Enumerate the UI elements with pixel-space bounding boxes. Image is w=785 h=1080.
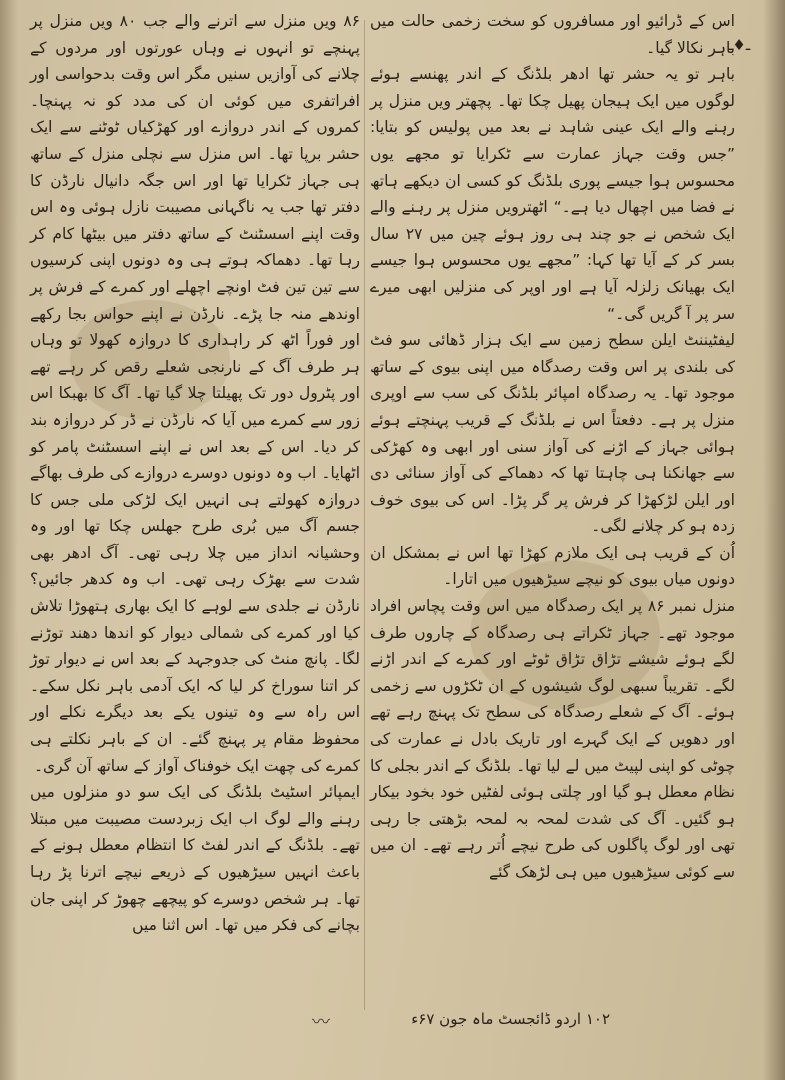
paragraph: ایمپائر اسٹیٹ بلڈنگ کی ایک سو دو منزلوں میں رہنے والے لوگ اب ایک زبردست مصیبت میں مبتلا تھے۔ بلڈنگ کے اندر لفٹ کا انتظام معطل ہونے کے باعث انہیں سیڑھیوں کے ذریعے نیچے اترنا پڑ رہا تھا۔ ہر شخص دوسرے کو پیچھے چھوڑ کر اپنی جان بچانے کی فکر میں تھا۔ اس اثنا میں [30, 783, 360, 935]
right-text-column [370, 8, 735, 886]
paragraph: اُن کے قریب ہی ایک ملازم کھڑا تھا اس نے بمشکل ان دونوں میاں بیوی کو نیچے سیڑھیوں میں اتارا۔ [370, 543, 735, 589]
column-divider [364, 20, 365, 1010]
margin-mark: ـ♦ـ [728, 36, 751, 54]
page-edge-shadow-right [763, 0, 785, 1080]
page-edge-shadow-left [0, 0, 18, 1080]
left-text-column [30, 8, 360, 939]
paragraph: ۸۶ ویں منزل سے اترنے والے جب ۸۰ ویں منزل پر پہنچے تو انہوں نے وہاں عورتوں اور مردوں کے چلانے کی آوازیں سنیں مگر اس وقت بدحواسی اور افراتفری میں کوئی ان کی مدد کو نہ پہنچا۔ کمروں کے اندر دروازے اور کھڑکیاں ٹوٹنے سے ایک حشر برپا تھا۔ اس منزل سے نچلی منزل کے ساتھ ہی جہاز ٹکرایا تھا اور اس جگہ دانیال نارڈن کا دفتر تھا جب یہ ناگہانی مصیبت نازل ہوئی وہ اس وقت اپنے اسسٹنٹ کے ساتھ دفتر میں بیٹھا کام کر رہا تھا۔ دھماکہ ہوتے ہی وہ دونوں اپنی کرسیوں سے تین تین فٹ اونچے اچھلے اور کمرے کے فرش پر اوندھے منہ جا پڑے۔ نارڈن نے اپنے حواس بجا رکھے اور فوراً اٹھ کر راہداری کا دروازہ کھولا تو وہاں ہر طرف آگ کے نارنجی شعلے رقص کر رہے تھے اور پٹرول دور تک پھیلتا چلا گیا تھا۔ آگ کا بھبکا اس زور سے کمرے میں آیا کہ نارڈن نے ڈر کر دروازہ بند کر دیا۔ اس کے بعد اس نے اپنے اسسٹنٹ پامر کو اٹھایا۔ اب وہ دونوں دوسرے دروازے کی طرف بھاگے دروازہ کھولتے ہی انہیں ایک لڑکی ملی جس کا جسم آگ میں بُری طرح جھلس چکا تھا اور وہ وحشیانہ انداز میں چلا رہی تھی۔ آگ ادھر بھی شدت سے بھڑک رہی تھی۔ اب وہ کدھر جائیں؟ نارڈن نے جلدی سے لوہے کا ایک بھاری ہتھوڑا تلاش کیا اور کمرے کی شمالی دیوار کو اندھا دھند توڑنے لگا۔ پانچ منٹ کی جدوجہد کے بعد اس نے دیوار توڑ کر اتنا سوراخ کر لیا کہ ایک آدمی باہر نکل سکے۔ اس راہ سے وہ تینوں یکے بعد دیگرے نکلے اور محفوظ مقام پر پہنچ گئے۔ ان کے باہر نکلتے ہی کمرے کی چھت ایک خوفناک آواز کے ساتھ آن گری۔ [30, 12, 360, 775]
page-footer: ۱۰۲ اردو ڈائجسٹ ماہ جون ۶۷ء [411, 1010, 610, 1028]
paragraph: باہر تو یہ حشر تھا ادھر بلڈنگ کے اندر پھنسے ہوئے لوگوں میں ایک ہیجان پھیل چکا تھا۔ پچھتر ویں منزل پر رہنے والے ایک عینی شاہد نے بعد میں پولیس کو بتایا: ”جس وقت جہاز عمارت سے ٹکرایا تو مجھے یوں محسوس ہوا جیسے پوری بلڈنگ کو کسی ان دیکھے ہاتھ نے فضا میں اچھال دیا ہے۔“ اٹھترویں منزل پر رہنے والے ایک شخص نے جو چند ہی روز ہوئے چین میں ۲۷ سال بسر کر کے آیا تھا کہا: ”مجھے یوں محسوس ہوا جیسے ایک بھیانک زلزلہ آیا ہے اور اوپر کی منزلیں ابھی میرے سر پر آ گریں گی۔“ [370, 65, 735, 323]
paragraph: اس کے ڈرائیو اور مسافروں کو سخت زخمی حالت میں باہر نکالا گیا۔ [370, 12, 735, 57]
paragraph: لیفٹیننٹ ایلن سطح زمین سے ایک ہزار ڈھائی سو فٹ کی بلندی پر اس وقت رصدگاہ میں اپنی بیوی کے ساتھ موجود تھا۔ یہ رصدگاہ امپائر بلڈنگ کی سب سے اوپری منزل پر ہے۔ دفعتاً اس نے بلڈنگ کے قریب پہنچتے ہوئے ہوائی جہاز کے اڑنے کی آواز سنی اور ابھی وہ کھڑکی سے جھانکنا ہی چاہتا تھا کہ دھماکے کی آواز سنائی دی اور ایلن لڑکھڑا کر فرش پر گر پڑا۔ اس کی بیوی خوف زدہ ہو کر چلانے لگی۔ [370, 331, 735, 536]
paragraph: منزل نمبر ۸۶ پر ایک رصدگاہ میں اس وقت پچاس افراد موجود تھے۔ جہاز ٹکراتے ہی رصدگاہ کے چاروں طرف لگے ہوئے شیشے تڑاق تڑاق ٹوٹے اور کمرے کے اندر اڑنے لگے۔ تقریباً سبھی لوگ شیشوں کے ان ٹکڑوں سے زخمی ہوئے۔ آگ کے شعلے رصدگاہ کی سطح تک پہنچ رہے تھے اور دھویں کے ایک گہرے اور تاریک بادل نے عمارت کی چوٹی کو اپنی لپیٹ میں لے لیا تھا۔ بلڈنگ کے اندر بجلی کا نظام معطل ہو گیا اور چلتی ہوئی لفٹیں خود بخود بیکار ہو گئیں۔ آگ کی شدت لمحہ بہ لمحہ بڑھتی جا رہی تھی اور لوگ پاگلوں کی طرح نیچے اُتر رہے تھے۔ ان میں سے کوئی سیڑھیوں میں ہی لڑھک گئے [370, 597, 735, 881]
ornament-squiggle: 〰 [312, 1012, 330, 1033]
